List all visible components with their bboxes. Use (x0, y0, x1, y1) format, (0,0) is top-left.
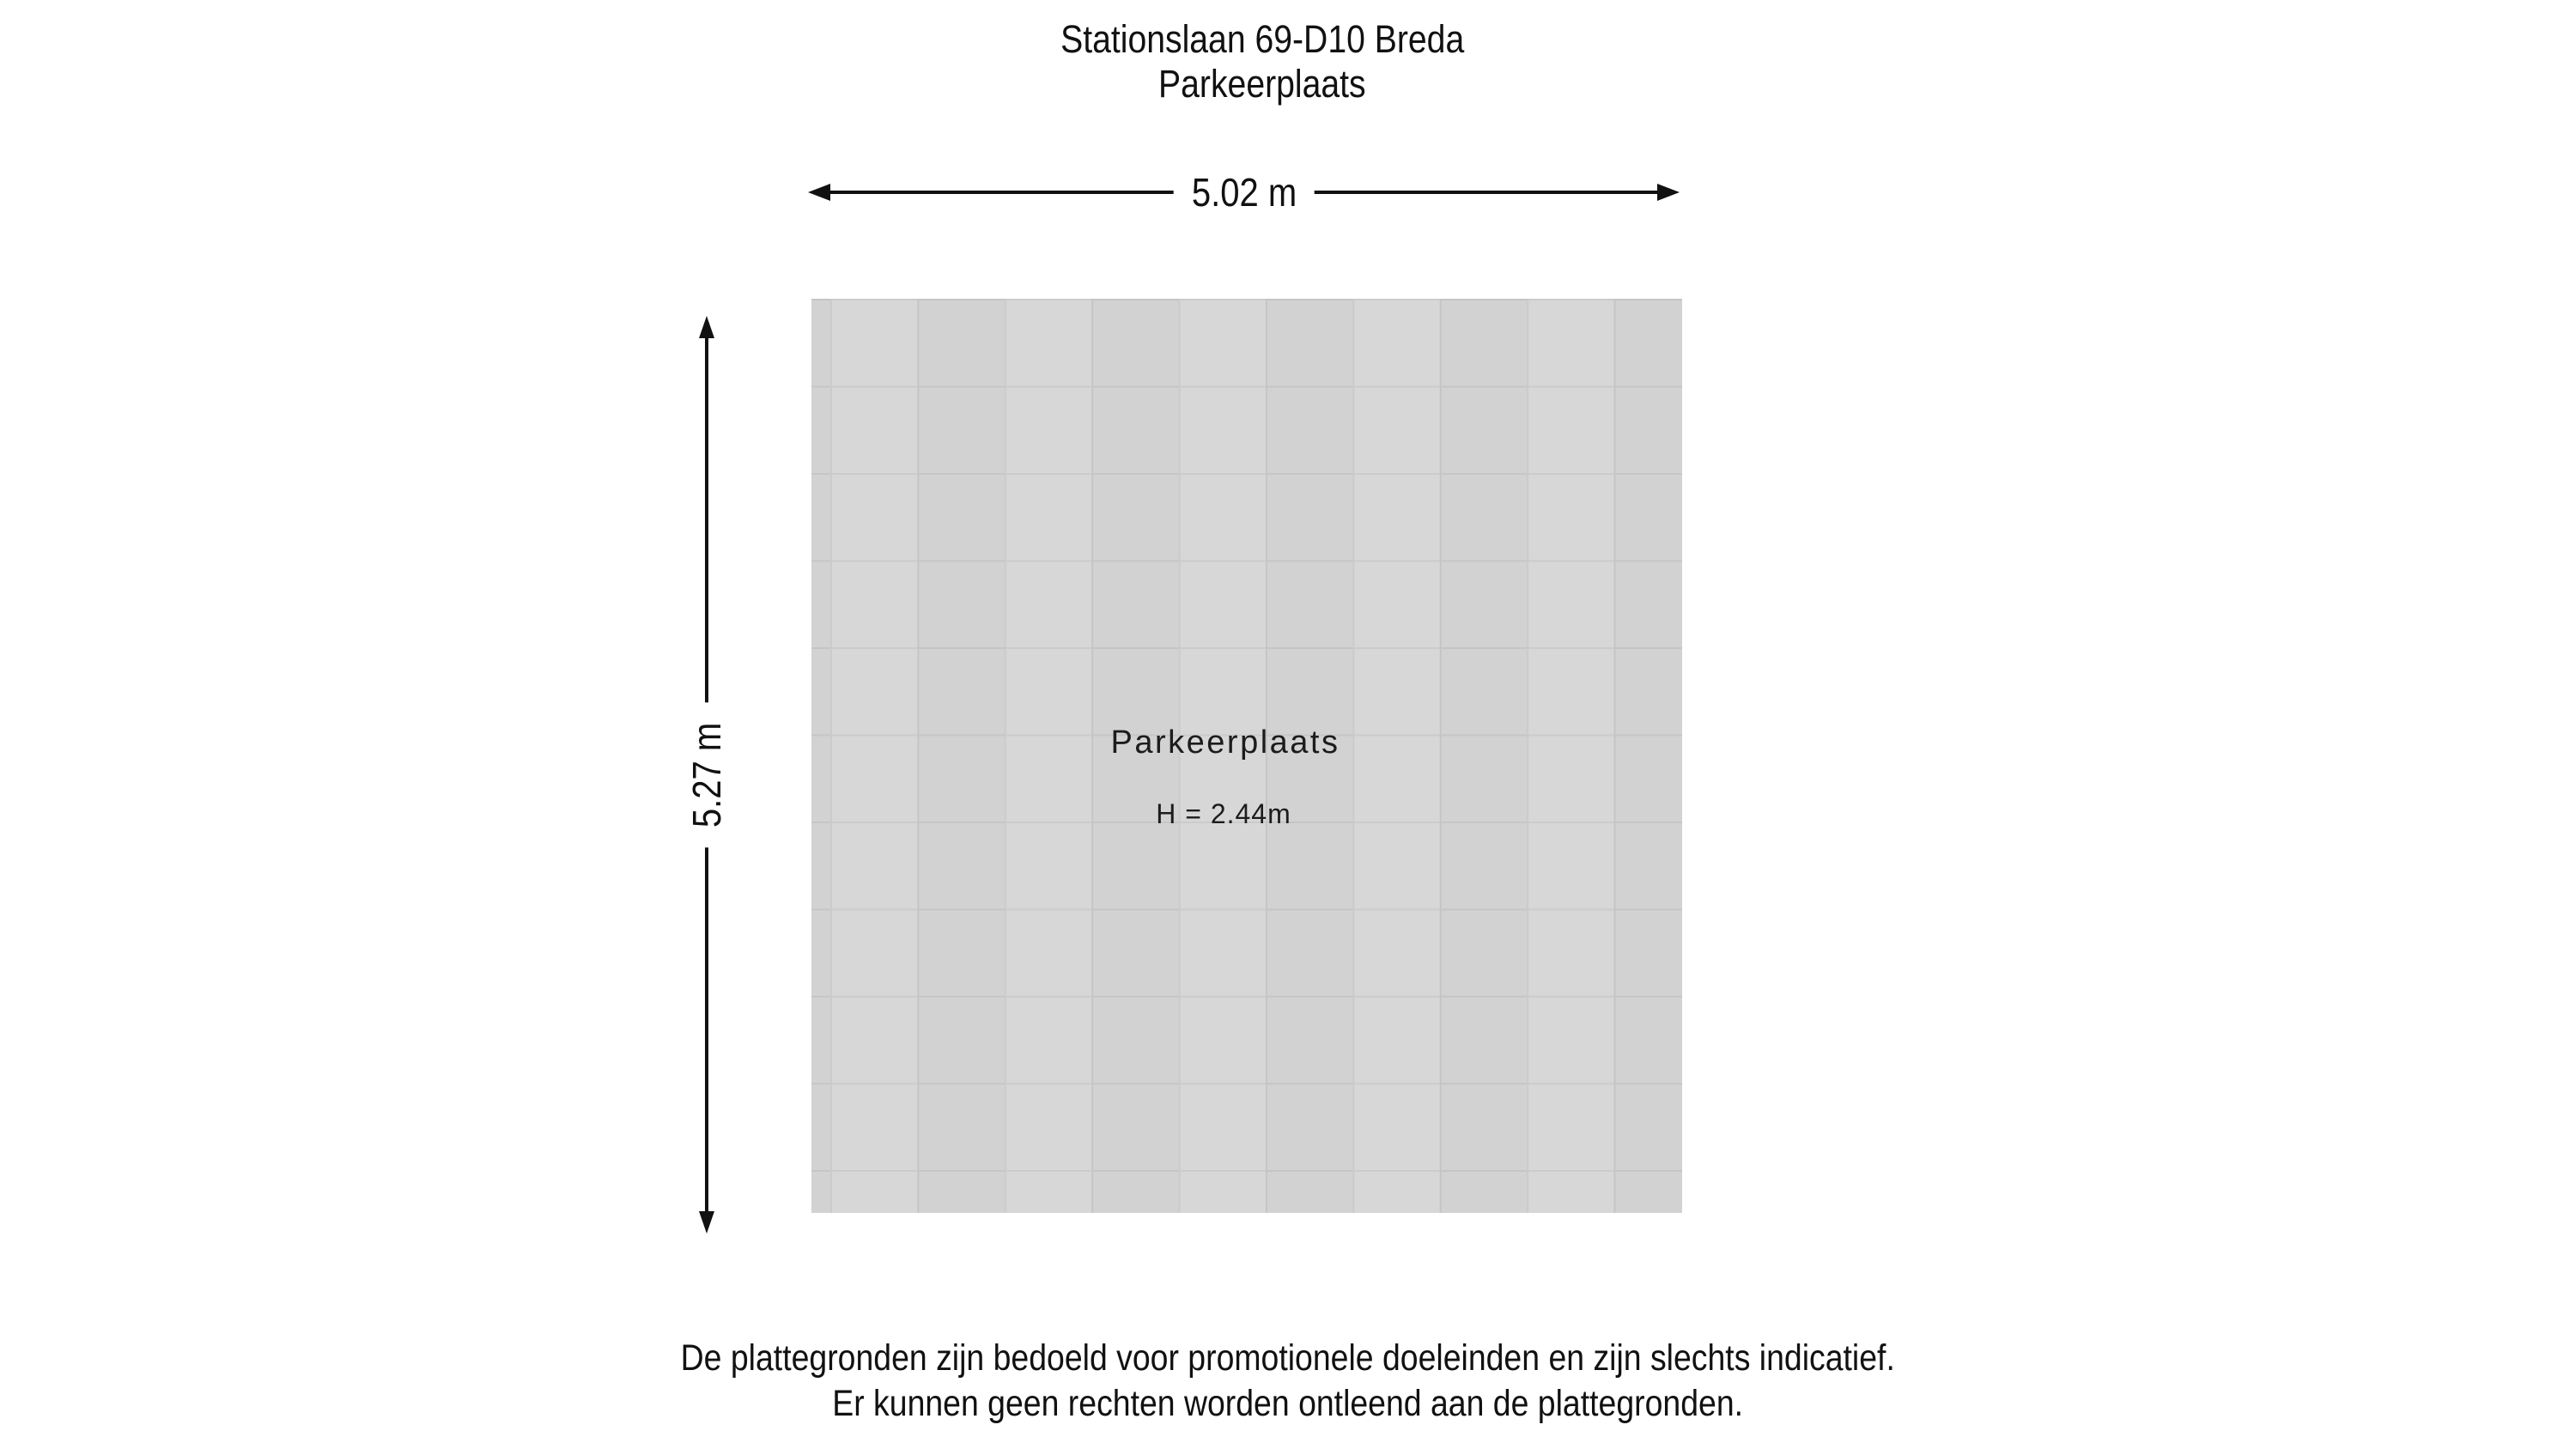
parking-space-area (811, 299, 1682, 1213)
arrow-right-icon (1657, 184, 1680, 201)
title-address-text: Stationslaan 69-D10 Breda (1060, 17, 1465, 61)
height-dimension (684, 316, 729, 1234)
disclaimer-text-2: Er kunnen geen rechten worden ontleend aan de plattegronden. (832, 1383, 1744, 1424)
disclaimer-text-1: De plattegronden zijn bedoeld voor promotionele doeleinden en zijn slechts indicatief. (680, 1337, 1896, 1379)
height-dimension-value: 5.27 m (684, 722, 729, 828)
title-address-line (0, 17, 2524, 62)
arrow-left-icon (808, 184, 830, 201)
arrow-up-icon (699, 316, 714, 338)
width-dimension-value: 5.02 m (1191, 170, 1297, 215)
width-dimension-label (1173, 168, 1315, 216)
parking-space-label: Parkeerplaats (1110, 724, 1340, 761)
arrow-down-icon (699, 1211, 714, 1234)
parking-space-ceiling-height: H = 2.44m (1156, 798, 1291, 829)
width-dimension (808, 170, 1680, 215)
footer-disclaimer (0, 1336, 2576, 1427)
disclaimer-line-1 (0, 1336, 2576, 1381)
height-dimension-label (683, 702, 731, 847)
floor-plan-title (0, 17, 2524, 106)
title-subtitle-text: Parkeerplaats (1158, 62, 1366, 106)
title-subtitle-line (0, 62, 2524, 106)
disclaimer-line-2 (0, 1381, 2576, 1427)
